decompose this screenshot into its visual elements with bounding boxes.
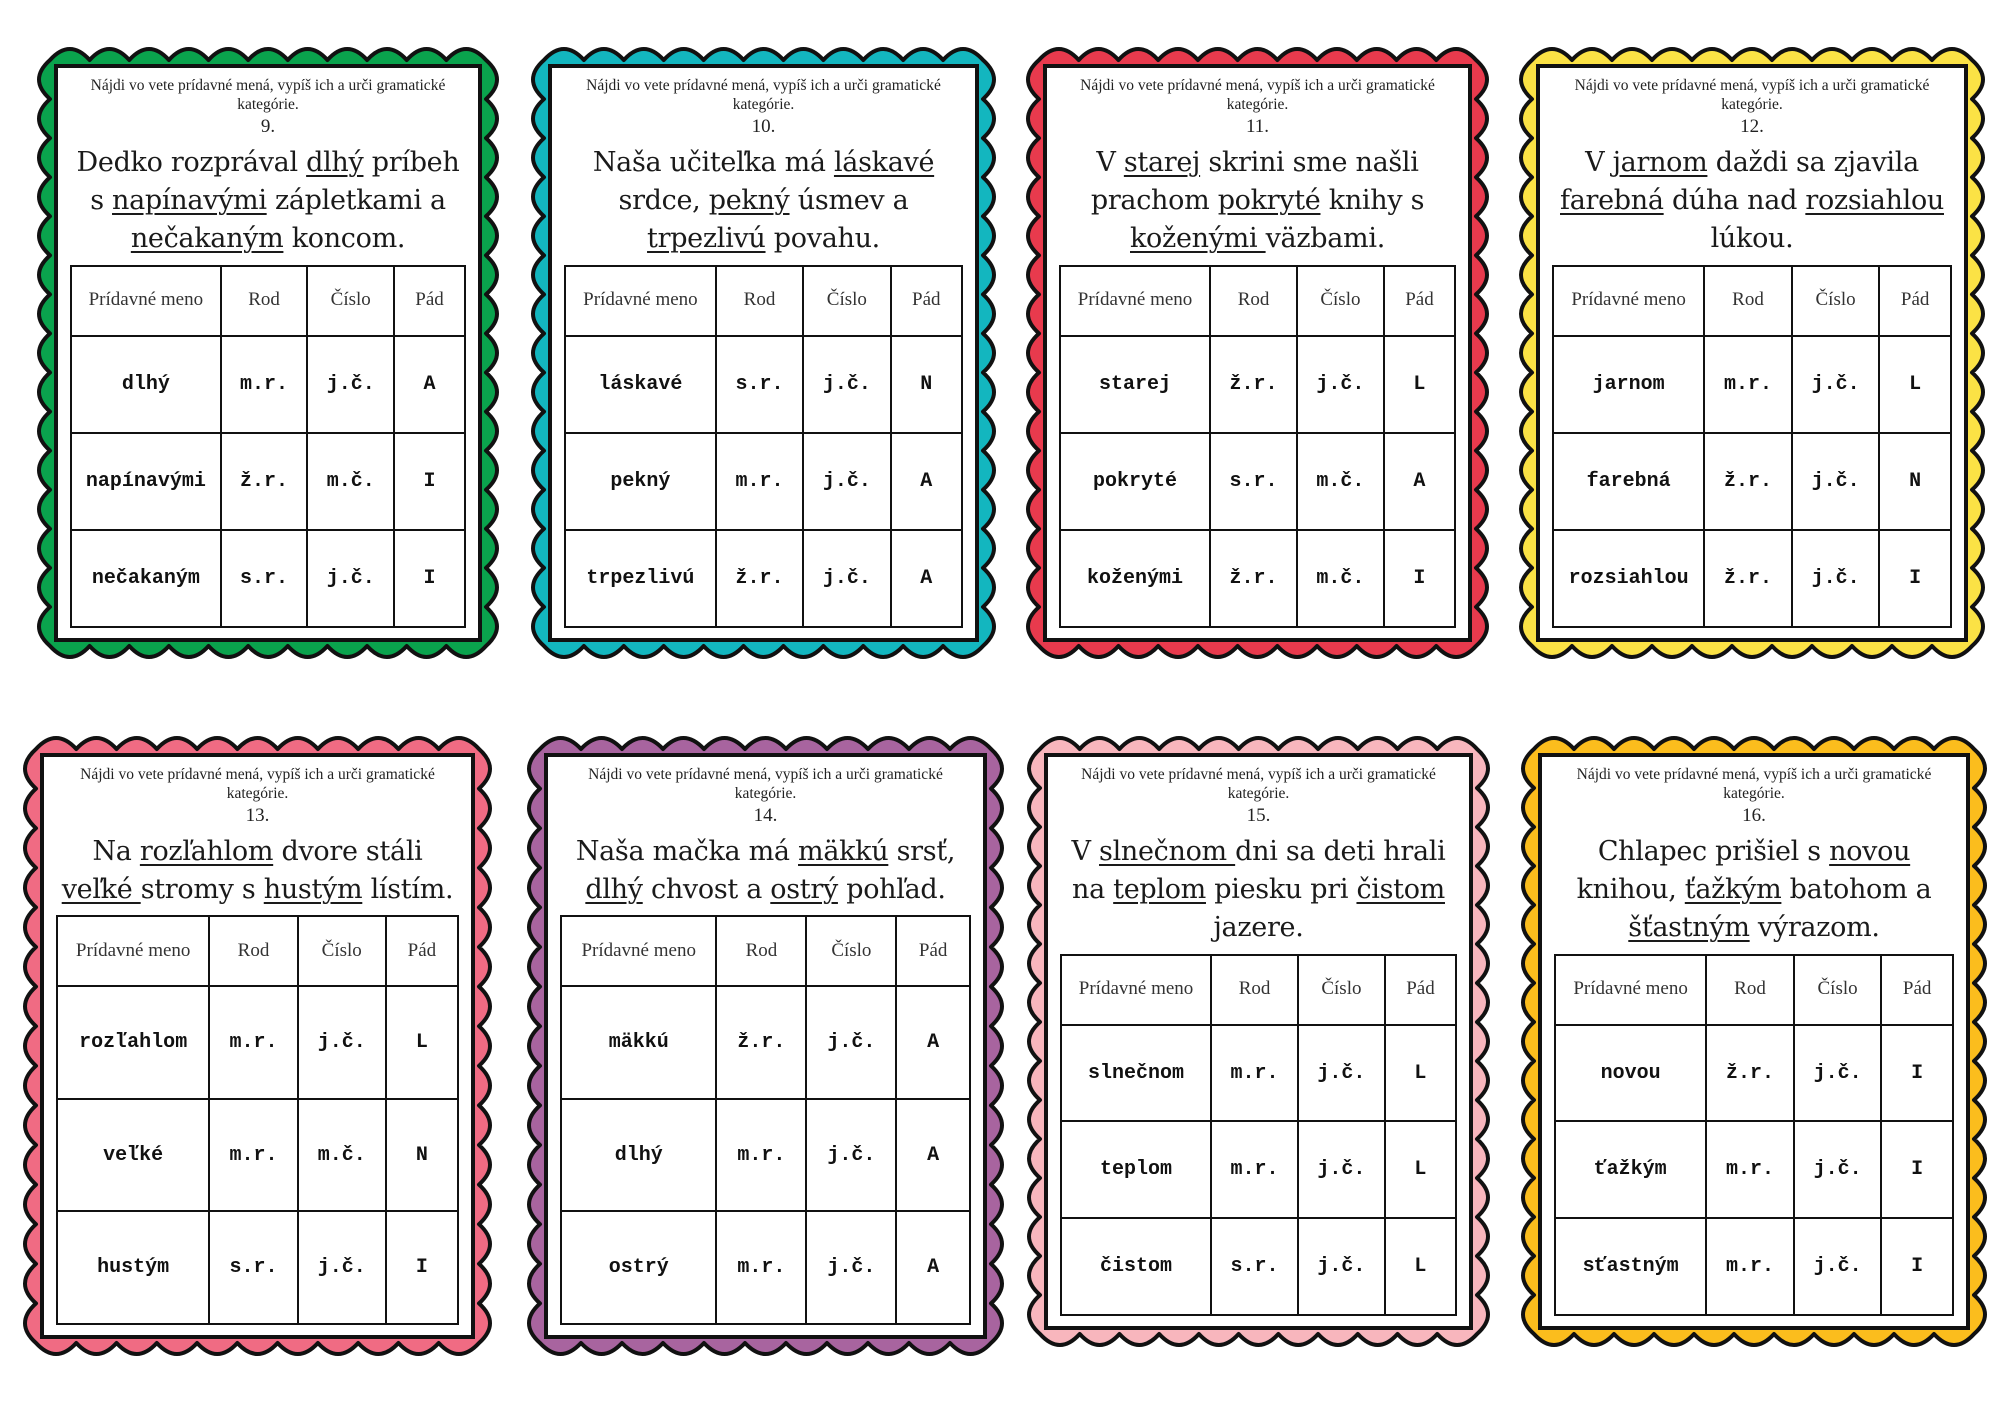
card-panel xyxy=(1538,753,1970,1330)
cell-adjective: trpezlivú xyxy=(565,530,716,627)
header-gender: Rod xyxy=(1704,266,1792,336)
header-case: Pád xyxy=(1384,266,1455,336)
table-row xyxy=(1061,1025,1456,1122)
underlined-adjective: teplom xyxy=(1113,874,1206,906)
header-gender: Rod xyxy=(716,916,806,986)
cell-case: A xyxy=(1384,433,1455,530)
cell-gender: m.r. xyxy=(716,1099,806,1212)
underlined-adjective: hustým xyxy=(263,874,363,906)
sentence-fragment: dni sa deti hrali na xyxy=(1072,835,1446,906)
cell-gender: m.r. xyxy=(716,1211,806,1324)
table-row xyxy=(1555,1218,1953,1315)
table-row xyxy=(561,1211,970,1324)
header-case: Pád xyxy=(1385,955,1456,1025)
underlined-adjective: čistom xyxy=(1356,874,1445,906)
sentence-fragment: chvost a xyxy=(642,874,771,906)
exercise-number: 15. xyxy=(1246,804,1271,826)
cell-case: L xyxy=(1385,1218,1456,1315)
table-row xyxy=(57,1211,458,1324)
cell-gender: m.r. xyxy=(1211,1025,1298,1122)
header-number: Číslo xyxy=(1298,955,1385,1025)
cell-case: I xyxy=(386,1211,458,1324)
underlined-adjective: napínavými xyxy=(112,185,267,217)
cell-case: L xyxy=(1385,1121,1456,1218)
cell-gender: s.r. xyxy=(1211,1218,1298,1315)
header-gender: Rod xyxy=(221,266,308,336)
cell-gender: m.r. xyxy=(221,336,308,433)
table-row xyxy=(565,530,962,627)
table-row xyxy=(1060,336,1455,433)
cell-number: j.č. xyxy=(803,530,890,627)
cell-number: j.č. xyxy=(1298,1218,1385,1315)
cell-number: j.č. xyxy=(1794,1025,1882,1122)
cell-case: I xyxy=(1879,530,1951,627)
underlined-adjective: dlhý xyxy=(585,874,643,906)
sentence-fragment: srsť, xyxy=(888,835,956,867)
table-row xyxy=(1553,530,1951,627)
cell-adjective: pekný xyxy=(565,433,716,530)
cell-case: I xyxy=(1384,530,1455,627)
card-panel xyxy=(544,753,987,1339)
header-number: Číslo xyxy=(1794,955,1882,1025)
cell-case: N xyxy=(1879,433,1951,530)
header-number: Číslo xyxy=(1792,266,1880,336)
table-row xyxy=(565,336,962,433)
table-row xyxy=(1060,530,1455,627)
sentence-fragment: stromy s xyxy=(140,874,264,906)
underlined-adjective: slnečnom xyxy=(1099,835,1236,867)
cell-number: j.č. xyxy=(307,336,394,433)
exercise-card-14 xyxy=(518,727,1013,1365)
cell-number: m.č. xyxy=(1297,433,1384,530)
header-case: Pád xyxy=(896,916,970,986)
underlined-adjective: koženými xyxy=(1130,223,1266,255)
header-adjective: Prídavné meno xyxy=(1060,266,1210,336)
table-row xyxy=(1553,433,1951,530)
sentence-fragment: lístím. xyxy=(362,874,454,906)
table-row xyxy=(1555,1121,1953,1218)
cell-number: j.č. xyxy=(307,530,394,627)
exercise-sentence xyxy=(1558,833,1950,948)
table-row xyxy=(71,433,465,530)
cell-number: j.č. xyxy=(806,1099,896,1212)
cell-adjective: čistom xyxy=(1061,1218,1211,1315)
card-panel xyxy=(1536,64,1968,642)
underlined-adjective: trpezlivú xyxy=(647,223,766,255)
cell-number: j.č. xyxy=(1792,530,1880,627)
cell-gender: m.r. xyxy=(1211,1121,1298,1218)
cell-adjective: ťažkým xyxy=(1555,1121,1706,1218)
instruction-text: Nájdi vo vete prídavné mená, vypíš ich a urči gramatické kategórie. xyxy=(1080,77,1435,114)
table-header-row xyxy=(561,916,970,986)
table-row xyxy=(1061,1121,1456,1218)
cell-gender: ž.r. xyxy=(221,433,308,530)
underlined-adjective: jarnom xyxy=(1612,146,1708,178)
table-row xyxy=(57,1099,458,1212)
header-adjective: Prídavné meno xyxy=(1555,955,1706,1025)
cell-gender: s.r. xyxy=(716,336,803,433)
exercise-sentence xyxy=(1556,144,1948,259)
table-row xyxy=(1555,1025,1953,1122)
sentence-fragment: Naša učiteľka má xyxy=(592,146,834,178)
sentence-fragment: knihou, xyxy=(1576,874,1685,906)
underlined-adjective: rozľahlom xyxy=(139,835,274,867)
answer-table xyxy=(56,915,459,1325)
cell-case: L xyxy=(1385,1025,1456,1122)
header-case: Pád xyxy=(394,266,465,336)
table-row xyxy=(1060,433,1455,530)
instruction-text: Nájdi vo vete prídavné mená, vypíš ich a urči gramatické kategórie. xyxy=(586,77,941,114)
exercise-number: 10. xyxy=(751,115,776,137)
cell-gender: s.r. xyxy=(1210,433,1297,530)
exercise-number: 16. xyxy=(1742,804,1766,826)
cell-number: j.č. xyxy=(806,986,896,1099)
sentence-fragment: Naša mačka má xyxy=(575,835,799,867)
table-row xyxy=(561,986,970,1099)
cell-gender: ž.r. xyxy=(1706,1025,1794,1122)
cell-number: j.č. xyxy=(803,336,890,433)
cell-gender: m.r. xyxy=(716,433,803,530)
table-row xyxy=(1553,336,1951,433)
card-panel xyxy=(548,64,979,642)
cell-gender: m.r. xyxy=(1706,1121,1794,1218)
cell-number: j.č. xyxy=(1794,1121,1882,1218)
underlined-adjective: mäkkú xyxy=(798,835,889,867)
sentence-fragment: väzbami. xyxy=(1265,223,1385,255)
underlined-adjective: pokryté xyxy=(1217,185,1321,217)
underlined-adjective: pekný xyxy=(708,185,790,217)
sentence-fragment: výrazom. xyxy=(1749,912,1880,944)
sentence-fragment: piesku pri xyxy=(1205,874,1357,906)
header-gender: Rod xyxy=(1211,955,1298,1025)
table-row xyxy=(561,1099,970,1212)
card-panel xyxy=(1043,64,1472,642)
exercise-card-15 xyxy=(1018,727,1499,1356)
answer-table xyxy=(564,265,963,628)
underlined-adjective: dlhý xyxy=(306,146,364,178)
sentence-fragment: dúha nad xyxy=(1663,185,1806,217)
exercise-card-16 xyxy=(1512,727,1996,1356)
sentence-fragment: batohom a xyxy=(1781,874,1932,906)
exercise-sentence xyxy=(568,144,959,259)
sentence-fragment: Na xyxy=(92,835,140,867)
cell-case: A xyxy=(896,1211,970,1324)
cell-case: I xyxy=(1881,1121,1953,1218)
cell-case: A xyxy=(896,986,970,1099)
header-case: Pád xyxy=(891,266,962,336)
table-row xyxy=(1061,1218,1456,1315)
cell-number: j.č. xyxy=(1298,1025,1385,1122)
cell-number: j.č. xyxy=(803,433,890,530)
cell-adjective: teplom xyxy=(1061,1121,1211,1218)
cell-adjective: mäkkú xyxy=(561,986,716,1099)
exercise-sentence xyxy=(74,144,462,259)
cell-number: j.č. xyxy=(1792,336,1880,433)
header-number: Číslo xyxy=(307,266,394,336)
cell-case: A xyxy=(891,530,962,627)
cell-case: I xyxy=(394,433,465,530)
table-header-row xyxy=(1555,955,1953,1025)
cell-case: L xyxy=(1879,336,1951,433)
header-adjective: Prídavné meno xyxy=(71,266,221,336)
answer-table xyxy=(1552,265,1952,628)
cell-gender: m.r. xyxy=(209,1099,297,1212)
exercise-sentence xyxy=(1064,833,1453,948)
cell-number: m.č. xyxy=(298,1099,386,1212)
instruction-text: Nájdi vo vete prídavné mená, vypíš ich a urči gramatické kategórie. xyxy=(80,766,435,803)
underlined-adjective: rozsiahlou xyxy=(1805,185,1944,217)
cell-number: m.č. xyxy=(1297,530,1384,627)
cell-gender: m.r. xyxy=(1706,1218,1794,1315)
header-gender: Rod xyxy=(209,916,297,986)
cell-adjective: jarnom xyxy=(1553,336,1704,433)
cell-adjective: dlhý xyxy=(561,1099,716,1212)
table-header-row xyxy=(1061,955,1456,1025)
sentence-fragment: pohľad. xyxy=(837,874,946,906)
header-adjective: Prídavné meno xyxy=(565,266,716,336)
sentence-fragment: koncom. xyxy=(283,223,406,255)
exercise-card-9 xyxy=(28,38,508,668)
sentence-fragment: daždi sa zjavila xyxy=(1707,146,1919,178)
underlined-adjective: ostrý xyxy=(770,874,838,906)
cell-gender: ž.r. xyxy=(716,986,806,1099)
table-row xyxy=(71,336,465,433)
sentence-fragment: V xyxy=(1071,835,1100,867)
header-number: Číslo xyxy=(803,266,890,336)
cell-number: j.č. xyxy=(1792,433,1880,530)
header-gender: Rod xyxy=(716,266,803,336)
answer-table xyxy=(1060,954,1457,1316)
instruction-text: Nájdi vo vete prídavné mená, vypíš ich a urči gramatické kategórie. xyxy=(1081,766,1436,803)
sentence-fragment: skrini sme našli prachom xyxy=(1090,146,1419,217)
header-case: Pád xyxy=(1879,266,1951,336)
sentence-fragment: knihy s xyxy=(1320,185,1425,217)
table-header-row xyxy=(565,266,962,336)
cell-adjective: slnečnom xyxy=(1061,1025,1211,1122)
header-case: Pád xyxy=(1881,955,1953,1025)
exercise-number: 11. xyxy=(1245,115,1270,137)
table-row xyxy=(565,433,962,530)
exercise-number: 13. xyxy=(245,804,270,826)
cell-number: j.č. xyxy=(1794,1218,1882,1315)
sentence-fragment: Chlapec prišiel s xyxy=(1597,835,1830,867)
cell-gender: ž.r. xyxy=(716,530,803,627)
sentence-fragment: príbeh s xyxy=(90,146,460,217)
exercise-card-12 xyxy=(1510,38,1994,668)
sentence-fragment: jazere. xyxy=(1213,912,1304,944)
exercise-sentence xyxy=(60,833,455,910)
cell-case: L xyxy=(1384,336,1455,433)
cell-adjective: koženými xyxy=(1060,530,1210,627)
cell-gender: ž.r. xyxy=(1210,336,1297,433)
cell-case: A xyxy=(394,336,465,433)
underlined-adjective: novou xyxy=(1829,835,1911,867)
instruction-text: Nájdi vo vete prídavné mená, vypíš ich a urči gramatické kategórie. xyxy=(1576,766,1932,803)
cell-adjective: napínavými xyxy=(71,433,221,530)
cell-adjective: sťastným xyxy=(1555,1218,1706,1315)
cell-case: I xyxy=(1881,1025,1953,1122)
sentence-fragment: lúkou. xyxy=(1710,223,1794,255)
exercise-card-10 xyxy=(522,38,1005,668)
underlined-adjective: nečakaným xyxy=(130,223,284,255)
exercise-card-13 xyxy=(14,727,501,1365)
cell-adjective: dlhý xyxy=(71,336,221,433)
underlined-adjective: ťažkým xyxy=(1684,874,1782,906)
header-gender: Rod xyxy=(1706,955,1794,1025)
answer-table xyxy=(1554,954,1954,1316)
exercise-number: 12. xyxy=(1740,115,1764,137)
cell-gender: m.r. xyxy=(1704,336,1792,433)
underlined-adjective: veľké xyxy=(61,874,141,906)
table-row xyxy=(71,530,465,627)
header-number: Číslo xyxy=(298,916,386,986)
cell-number: j.č. xyxy=(298,986,386,1099)
header-number: Číslo xyxy=(1297,266,1384,336)
cell-adjective: hustým xyxy=(57,1211,209,1324)
cell-gender: s.r. xyxy=(209,1211,297,1324)
answer-table xyxy=(560,915,971,1325)
exercise-sentence xyxy=(564,833,967,910)
sentence-fragment: V xyxy=(1585,146,1613,178)
cell-adjective: farebná xyxy=(1553,433,1704,530)
card-panel xyxy=(40,753,475,1339)
header-adjective: Prídavné meno xyxy=(1553,266,1704,336)
exercise-number: 14. xyxy=(753,804,778,826)
cell-number: j.č. xyxy=(1298,1121,1385,1218)
sentence-fragment: úsmev a xyxy=(789,185,909,217)
cell-adjective: veľké xyxy=(57,1099,209,1212)
cell-gender: ž.r. xyxy=(1704,530,1792,627)
answer-table xyxy=(1059,265,1456,628)
exercise-number: 9. xyxy=(260,115,276,137)
cell-number: j.č. xyxy=(298,1211,386,1324)
instruction-text: Nájdi vo vete prídavné mená, vypíš ich a urči gramatické kategórie. xyxy=(1574,77,1930,114)
cell-gender: ž.r. xyxy=(1704,433,1792,530)
cell-number: j.č. xyxy=(1297,336,1384,433)
header-adjective: Prídavné meno xyxy=(57,916,209,986)
cell-adjective: pokryté xyxy=(1060,433,1210,530)
cell-case: A xyxy=(891,433,962,530)
cell-adjective: láskavé xyxy=(565,336,716,433)
cell-number: m.č. xyxy=(307,433,394,530)
cell-case: N xyxy=(891,336,962,433)
cell-adjective: rozľahlom xyxy=(57,986,209,1099)
cell-case: L xyxy=(386,986,458,1099)
sentence-fragment: dvore stáli xyxy=(273,835,423,867)
underlined-adjective: starej xyxy=(1123,146,1201,178)
card-panel xyxy=(1044,753,1473,1330)
table-header-row xyxy=(1553,266,1951,336)
table-header-row xyxy=(71,266,465,336)
underlined-adjective: farebná xyxy=(1560,185,1664,217)
header-adjective: Prídavné meno xyxy=(1061,955,1211,1025)
cell-adjective: rozsiahlou xyxy=(1553,530,1704,627)
cell-adjective: starej xyxy=(1060,336,1210,433)
cell-gender: ž.r. xyxy=(1210,530,1297,627)
cell-case: I xyxy=(1881,1218,1953,1315)
header-gender: Rod xyxy=(1210,266,1297,336)
header-number: Číslo xyxy=(806,916,896,986)
sentence-fragment: povahu. xyxy=(765,223,880,255)
header-adjective: Prídavné meno xyxy=(561,916,716,986)
cell-adjective: novou xyxy=(1555,1025,1706,1122)
cell-number: j.č. xyxy=(806,1211,896,1324)
sentence-fragment: Dedko rozprával xyxy=(76,146,307,178)
header-case: Pád xyxy=(386,916,458,986)
cell-case: I xyxy=(394,530,465,627)
instruction-text: Nájdi vo vete prídavné mená, vypíš ich a urči gramatické kategórie. xyxy=(90,77,446,114)
sentence-fragment: zápletkami a xyxy=(266,185,446,217)
answer-table xyxy=(70,265,466,628)
sentence-fragment: V xyxy=(1096,146,1124,178)
cell-case: N xyxy=(386,1099,458,1212)
cell-adjective: ostrý xyxy=(561,1211,716,1324)
table-header-row xyxy=(57,916,458,986)
cell-adjective: nečakaným xyxy=(71,530,221,627)
underlined-adjective: šťastným xyxy=(1628,912,1750,944)
card-panel xyxy=(54,64,482,642)
cell-gender: s.r. xyxy=(221,530,308,627)
table-row xyxy=(57,986,458,1099)
underlined-adjective: láskavé xyxy=(833,146,935,178)
instruction-text: Nájdi vo vete prídavné mená, vypíš ich a urči gramatické kategórie. xyxy=(588,766,943,803)
exercise-card-11 xyxy=(1017,38,1498,668)
cell-gender: m.r. xyxy=(209,986,297,1099)
exercise-sentence xyxy=(1063,144,1452,259)
table-header-row xyxy=(1060,266,1455,336)
sentence-fragment: srdce, xyxy=(618,185,709,217)
cell-case: A xyxy=(896,1099,970,1212)
